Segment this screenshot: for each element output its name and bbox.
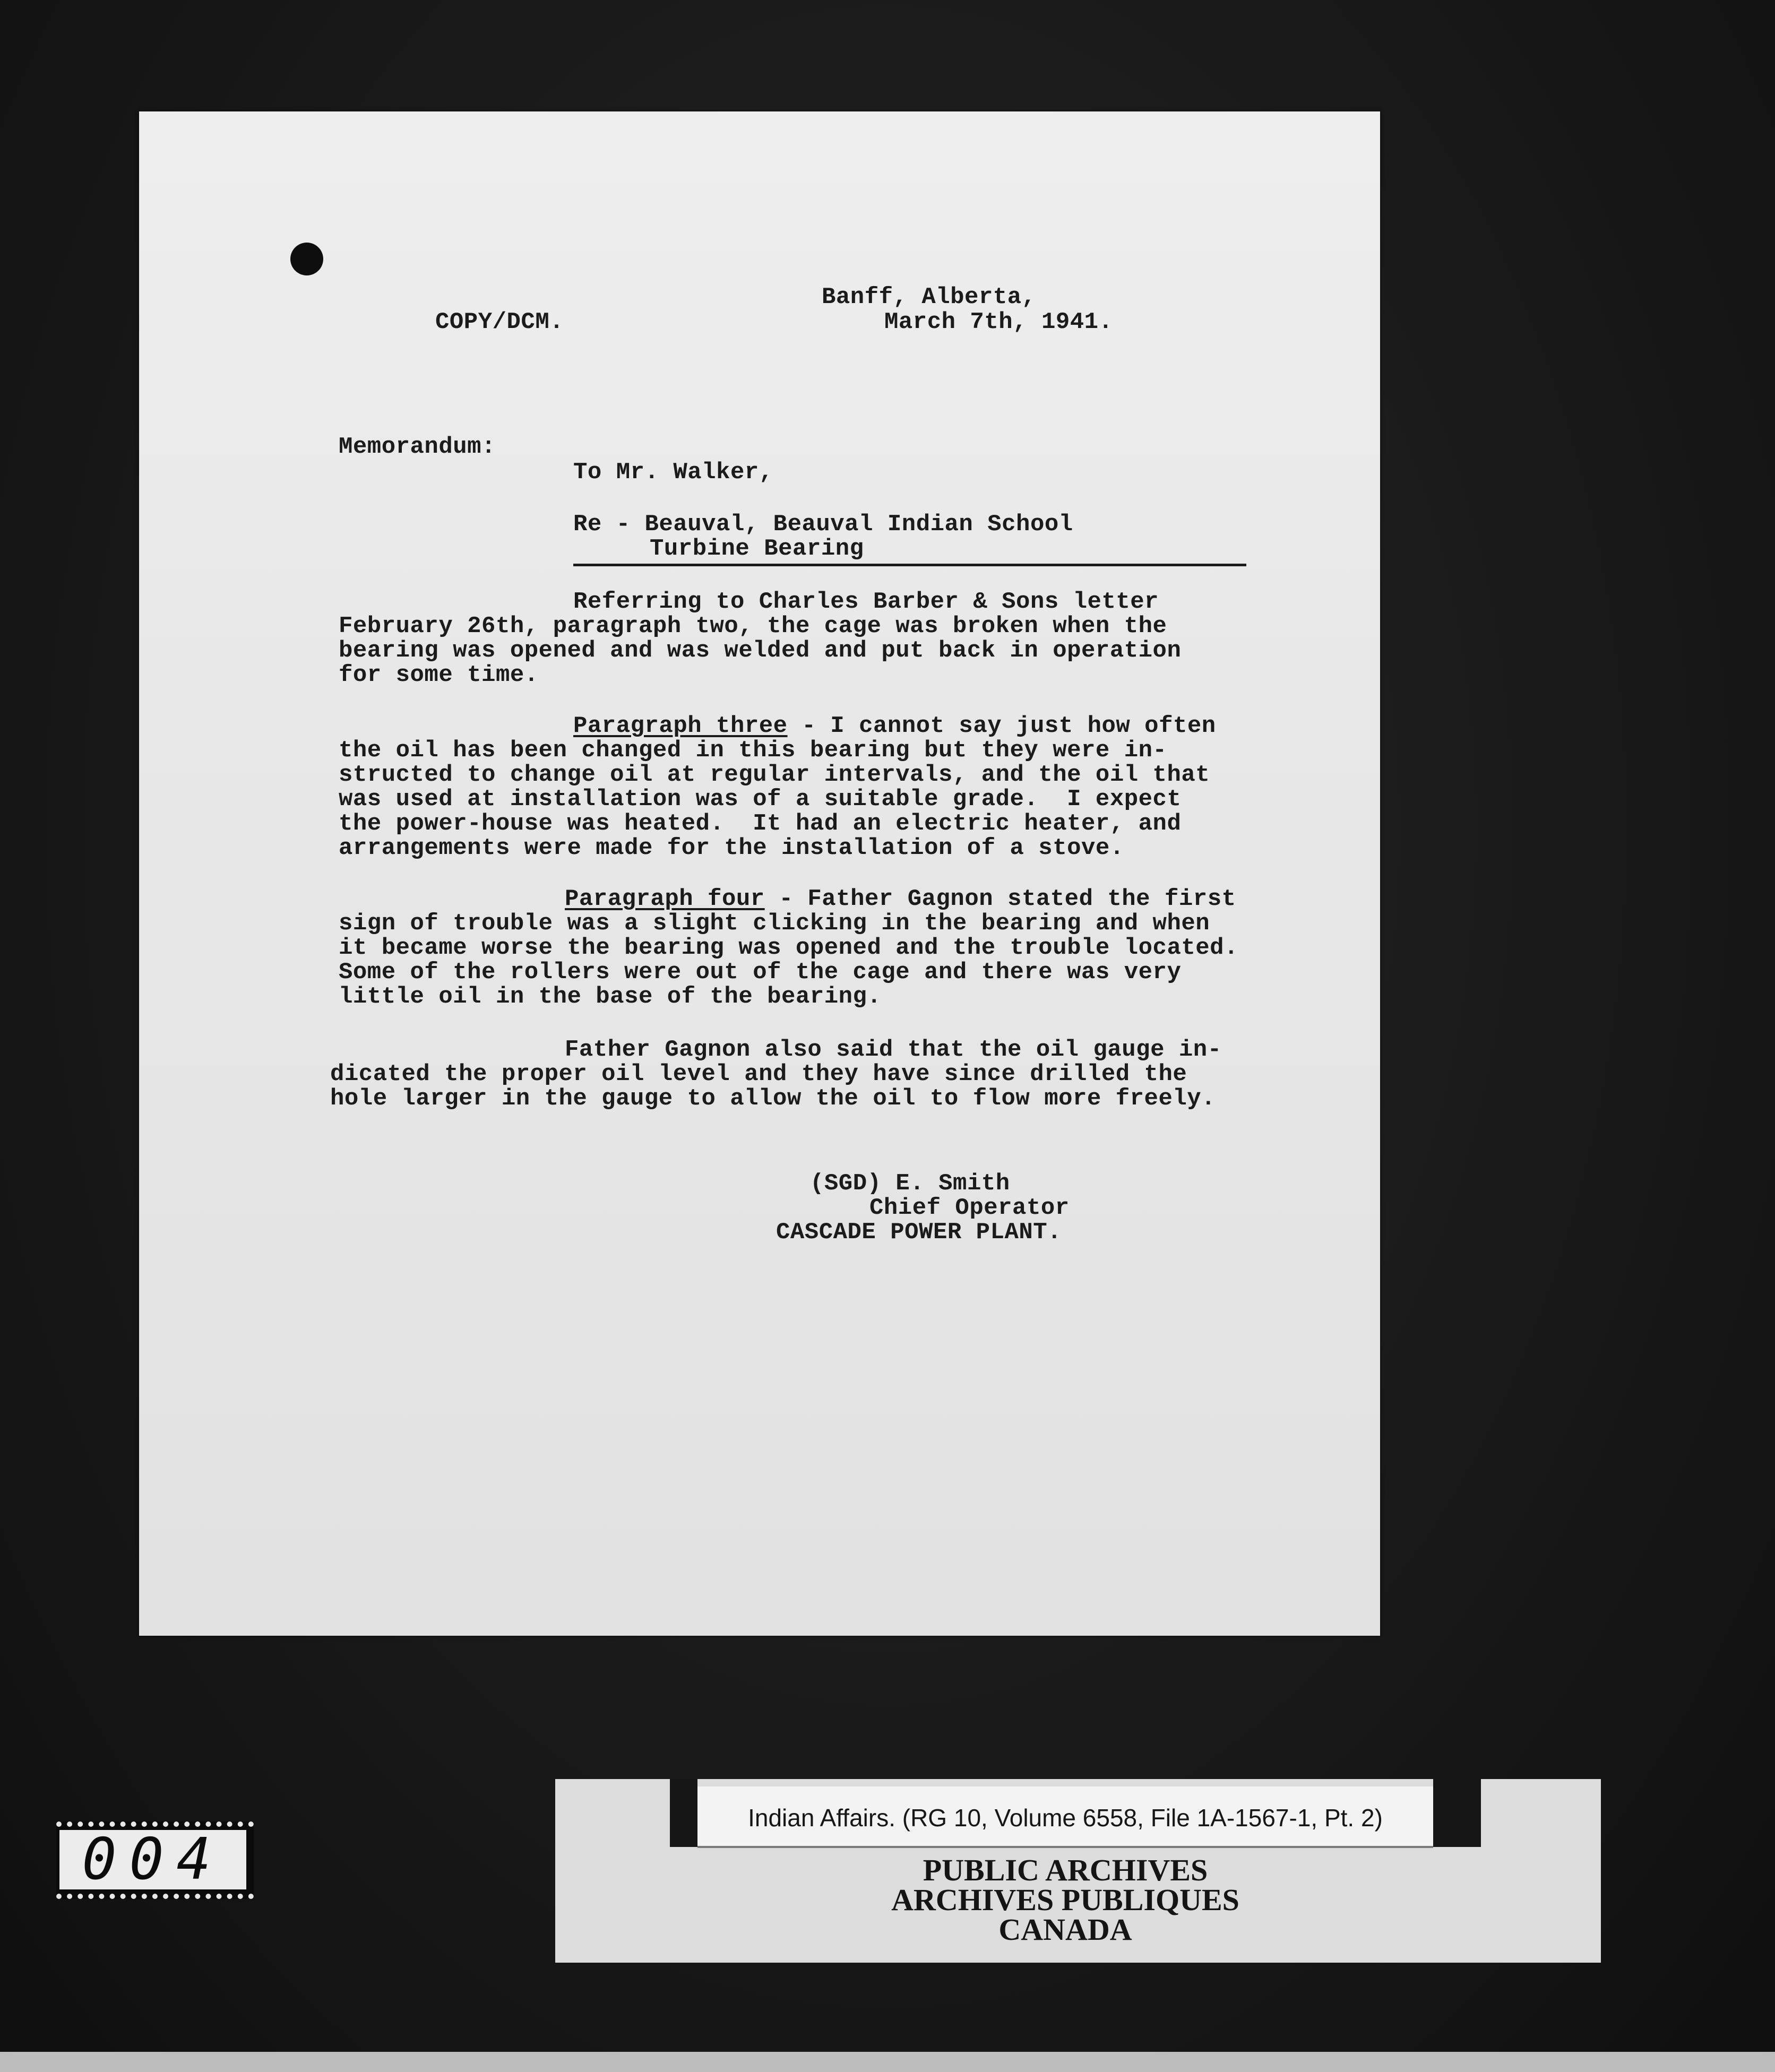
typed-memo-page	[139, 111, 1380, 1636]
archives-line: CANADA	[998, 1912, 1132, 1947]
signature-line: (SGD) E. Smith	[810, 1170, 1010, 1197]
signature-title: Chief Operator	[869, 1195, 1070, 1221]
archives-name	[697, 1855, 1433, 1945]
signature-org: CASCADE POWER PLANT.	[776, 1219, 1062, 1246]
re-line: Re - Beauval, Beauval Indian School	[573, 511, 1073, 538]
para2-heading: Paragraph three	[573, 713, 788, 739]
copy-mark: COPY/DCM.	[435, 309, 564, 335]
para3-line: Some of the rollers were out of the cage and there was very	[339, 959, 1182, 986]
para3-heading: Paragraph four	[565, 886, 765, 912]
para4-line: Father Gagnon also said that the oil gauge in-	[565, 1037, 1222, 1063]
punch-hole	[290, 243, 323, 275]
para2-line: arrangements were made for the installation of a stove.	[339, 835, 1124, 861]
para3-line: little oil in the base of the bearing.	[339, 983, 882, 1010]
archives-line: ARCHIVES PUBLIQUES	[891, 1883, 1239, 1917]
card-notch	[1433, 1779, 1481, 1847]
archives-line: PUBLIC ARCHIVES	[923, 1853, 1208, 1887]
para3-line: sign of trouble was a slight clicking in the bearing and when	[339, 910, 1210, 937]
para1-line: bearing was opened and was welded and put back in operation	[339, 637, 1182, 664]
para3-first-line	[565, 886, 1236, 912]
place-line: Banff, Alberta,	[822, 284, 1036, 310]
frame-number: 004	[59, 1830, 246, 1889]
reference-label	[697, 1786, 1433, 1848]
para3-line: it became worse the bearing was opened and the trouble located.	[339, 935, 1238, 961]
para2-first-rest: - I cannot say just how often	[787, 713, 1216, 739]
re-subject: Turbine Bearing	[650, 536, 864, 562]
para4-line: dicated the proper oil level and they have since drilled the	[330, 1061, 1187, 1087]
para2-line: was used at installation was of a suitable grade. I expect	[339, 786, 1182, 813]
para2-line: structed to change oil at regular intervals, and the oil that	[339, 762, 1210, 788]
card-notch	[670, 1779, 697, 1847]
frame-counter	[56, 1821, 254, 1899]
para2-line: the power-house was heated. It had an electric heater, and	[339, 810, 1182, 837]
para3-first-rest: - Father Gagnon stated the first	[764, 886, 1236, 912]
para4-line: hole larger in the gauge to allow the oil to flow more freely.	[330, 1085, 1216, 1112]
subject-rule	[573, 564, 1246, 566]
date-line: March 7th, 1941.	[884, 309, 1113, 335]
memo-label: Memorandum:	[339, 434, 496, 460]
para2-line: the oil has been changed in this bearing but they were in-	[339, 737, 1167, 764]
to-line: To Mr. Walker,	[573, 459, 773, 486]
para1-line: Referring to Charles Barber & Sons letter	[573, 589, 1159, 615]
reference-text: Indian Affairs. (RG 10, Volume 6558, File 1A-1567-1, Pt. 2)	[748, 1804, 1383, 1832]
para2-first-line	[573, 713, 1216, 739]
film-edge	[0, 2052, 1775, 2072]
para1-line: for some time.	[339, 662, 539, 688]
para1-line: February 26th, paragraph two, the cage was broken when the	[339, 613, 1167, 640]
